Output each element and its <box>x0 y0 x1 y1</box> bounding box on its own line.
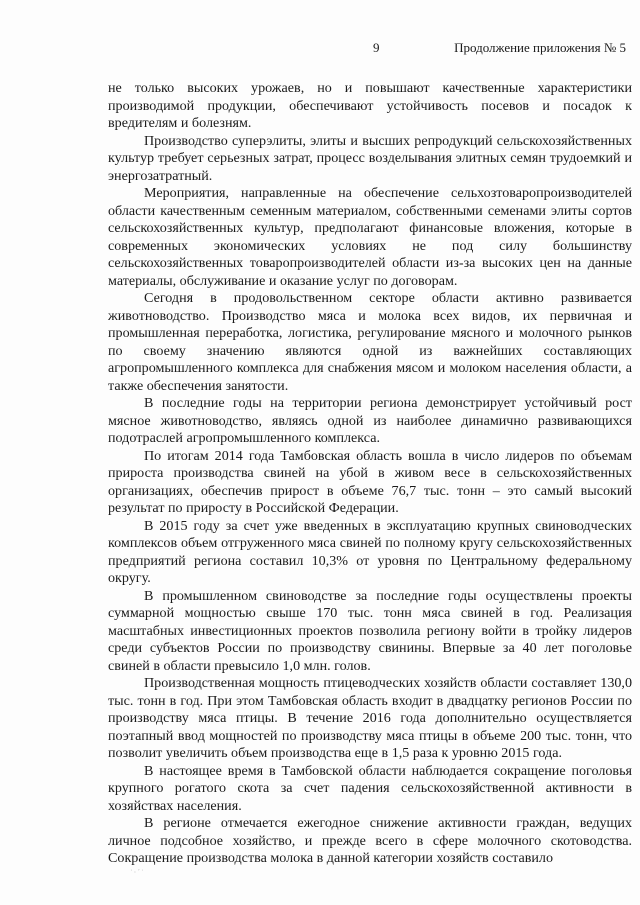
appendix-continuation-label: Продолжение приложения № 5 <box>454 40 626 55</box>
document-body <box>108 80 632 868</box>
paragraph: Производственная мощность птицеводческих хозяйств области составляет 130,0 тыс. тонн в год. При этом Тамбовская область входит в двадцатку регионов России по производству мяса птицы. В течение 2016 года дополнительно осуществляется поэтапный ввод мощностей по производству мяса птицы в объеме 200 тыс. тонн, что позволит увеличить объем производства еще в 1,5 раза к уровню 2015 года. <box>108 675 632 761</box>
page-header <box>0 40 640 60</box>
paragraph: В настоящее время в Тамбовской области наблюдается сокращение поголовья крупного рогатого скота за счет падения сельскохозяйственной активности в хозяйствах населения. <box>108 762 632 814</box>
paragraph: Сегодня в продовольственном секторе области активно развивается животноводство. Производство мяса и молока всех видов, их первичная и промышленная переработка, логистика, регулирование мясного и молочного рынков по своему значению являются одной из важнейших составляющих агропромышленного комплекса для снабжения мясом и молоком населения области, а также обеспечения занятости. <box>108 290 632 394</box>
paragraph: не только высоких урожаев, но и повышают качественные характеристики производимой продукции, обеспечивают устойчивость посевов и посадок к вредителям и болезням. <box>108 80 632 131</box>
paragraph: В последние годы на территории региона демонстрирует устойчивый рост мясное животноводство, являясь одной из наиболее динамично развивающихся подотраслей агропромышленного комплекса. <box>108 395 632 446</box>
paragraph: В промышленном свиноводстве за последние годы осуществлены проекты суммарной мощностью свыше 170 тыс. тонн мяса свиней в год. Реализация масштабных инвестиционных проектов позволила региону войти в тройку лидеров среди субъектов России по производству свинины. Впервые за 40 лет поголовье свиней в области превысило 1,0 млн. голов. <box>108 587 632 674</box>
paragraph: По итогам 2014 года Тамбовская область вошла в число лидеров по объемам прироста производства свиней на убой в живом весе в сельскохозяйственных организациях, обеспечив прирост в объеме 76,7 тыс. тонн – это самый высокий результат по приросту в Российской Федерации. <box>108 447 632 516</box>
paragraph: Производство суперэлиты, элиты и высших репродукций сельскохозяйственных культур требует серьезных затрат, процесс возделывания элитных семян трудоемкий и энергозатратный. <box>108 132 632 184</box>
paragraph: В регионе отмечается ежегодное снижение активности граждан, ведущих личное подсобное хозяйство, и прежде всего в сфере молочного скотоводства. Сокращение производства молока в данной категории хозяйств составило <box>108 815 632 866</box>
scan-smudge-mark: ˙·´˙ <box>130 868 145 877</box>
paragraph: Мероприятия, направленные на обеспечение сельхозтоваропроизводителей области качественным семенным материалом, собственными семенами элиты сортов сельскохозяйственных культур, предполагают финансовые вложения, которые в современных экономических условиях не под силу большинству сельскохозяйственных товаропроизводителей области из-за высоких цен на данные материалы, обслуживание и оказание услуг по договорам. <box>108 185 632 289</box>
page-number: 9 <box>373 40 380 55</box>
paragraph: В 2015 году за счет уже введенных в эксплуатацию крупных свиноводческих комплексов объем отгруженного мяса свиней по полному кругу сельскохозяйственных предприятий региона составил 10,3% от уровня по Центральному федеральному округу. <box>108 517 632 586</box>
